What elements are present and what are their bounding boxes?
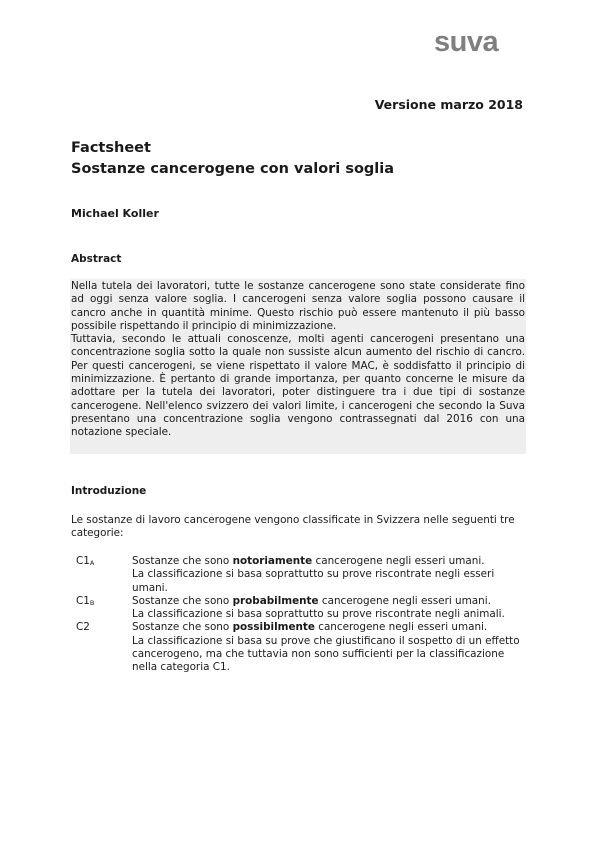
abstract-heading: Abstract: [71, 253, 122, 265]
category-description: Sostanze che sono probabilmente cancerogene negli esseri umani. La classificazione si basa soprattutto su prove riscontrate negli animali.: [132, 594, 505, 621]
intro-text: Le sostanze di lavoro cancerogene vengono classificate in Svizzera nelle seguenti tre categorie:: [71, 514, 515, 540]
intro-heading: Introduzione: [71, 485, 147, 497]
category-description: Sostanze che sono possibilmente cancerogene negli esseri umani. La classificazione si basa su prove che giustificano il sospetto di un effetto cancerogeno, ma che tuttavia non sono sufficienti per la classificazione nella categoria C1.: [132, 621, 520, 674]
abstract-paragraph-1: Nella tutela dei lavoratori, tutte le sostanze cancerogene sono state considerate fino ad oggi senza valore soglia. I cancerogeni senza valore soglia possono causare il cancro anche in quantità minime. Questo rischio può essere mantenuto il più basso possibile rispettando il principio di minimizzazione.: [71, 280, 525, 332]
category-code: C2: [76, 621, 90, 634]
category-list: [71, 555, 526, 675]
category-item: [71, 555, 526, 595]
abstract-text: [71, 280, 525, 440]
suva-logo: suva: [434, 26, 499, 58]
category-item: [71, 621, 526, 674]
category-item: [71, 595, 526, 622]
title-line-1: Factsheet: [71, 140, 151, 156]
category-description: Sostanze che sono notoriamente cancerogene negli esseri umani. La classificazione si basa soprattutto su prove riscontrate negli esseri umani.: [132, 555, 495, 594]
category-code: $C1_A$: [76, 555, 95, 567]
title-line-2: Sostanze cancerogene con valori soglia: [71, 161, 395, 177]
abstract-paragraph-2: Tuttavia, secondo le attuali conoscenze, molti agenti cancerogeni presentano una concentrazione soglia sotto la quale non sussiste alcun aumento del rischio di cancro. Per questi cancerogeni, se viene rispettato il valore MAC, è soddisfatto il principio di minimizzazione. È pertanto di grande importanza, per quanto concerne le misure da adottare per la tutela dei lavoratori, poter distinguere tra i due tipi di sostanze cancerogene. Nell'elenco svizzero dei valori limite, i cancerogeni che secondo la Suva presentano una concentrazione soglia vengono contrassegnati dal 2016 con una notazione speciale.: [71, 333, 525, 439]
version-label: Versione marzo 2018: [374, 97, 523, 112]
category-code: $C1_B$: [76, 594, 95, 607]
document-title: [71, 138, 394, 180]
author-name: Michael Koller: [71, 207, 159, 220]
